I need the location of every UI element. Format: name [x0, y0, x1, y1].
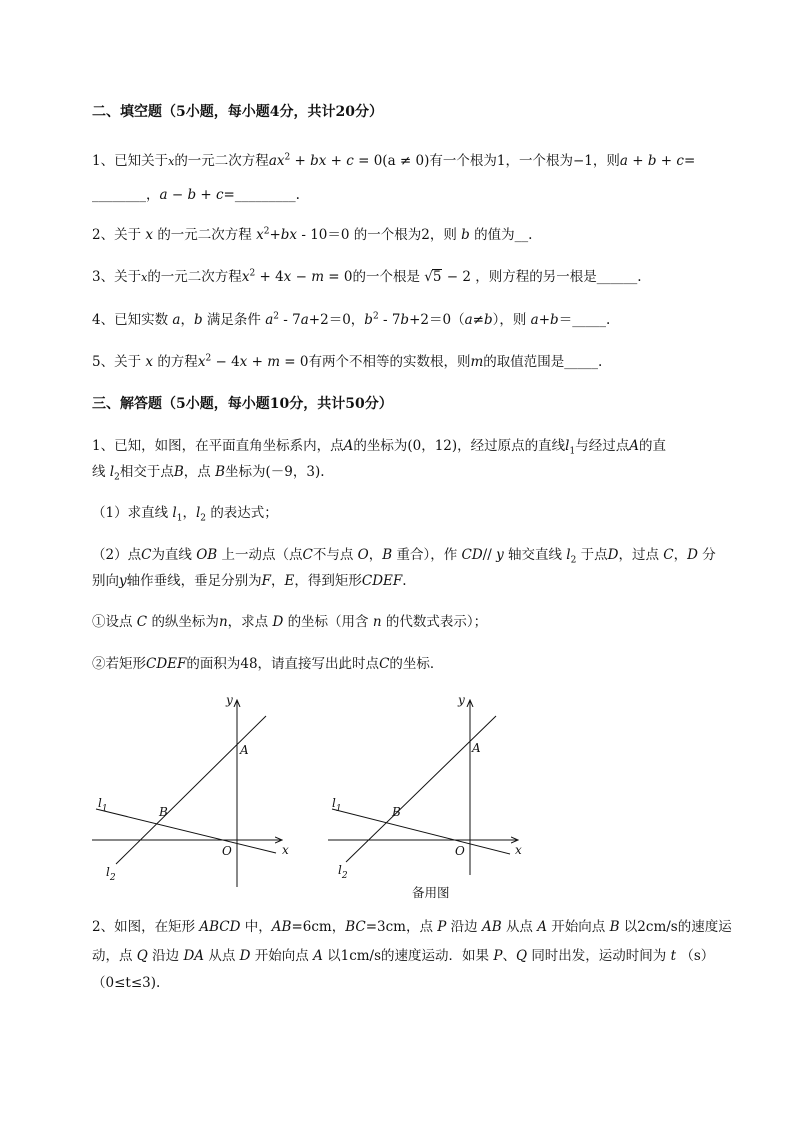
problem-2-line-3: （0≤t≤3). [92, 975, 161, 991]
line-l2-label: $l_2$ [106, 865, 116, 883]
problem-1-line-2: 线 $l_2$相交于点B，点 B坐标为(－9，3). [92, 464, 325, 483]
fill-question-1-line-2: ________，a − b + c=_________. [92, 187, 300, 203]
origin-label: O [222, 844, 232, 858]
problem-1-part-2-line-2: 别向y轴作垂线，垂足分别为F，E，得到矩形CDEF. [92, 573, 407, 589]
line-l2-label: $l_2$ [338, 863, 348, 881]
fill-section-heading: 二、填空题（5小题，每小题4分，共计20分） [92, 104, 383, 120]
answer-blank[interactable]: __ [514, 227, 529, 243]
fill-question-1-line-1: 1、已知关于x的一元二次方程$ax^2$ + bx + c = 0(a ≠ 0)有一个根为1，一个根为−1，则a + b + c= [92, 152, 696, 169]
problem-1-part-2-line-1: （2）点C为直线 OB 上一动点（点C不与点 O，B 重合），作 CD// y 轴交直线 $l_2$ 于点D，过点 C，D 分 [92, 547, 716, 566]
problem-1-line-1: 1、已知，如图，在平面直角坐标系内，点A的坐标为(0，12)，经过原点的直线$l_1$与经过点A的直 [92, 438, 666, 457]
fill-question-3: 3、关于x的一元二次方程$x^2 + 4x - m = 0$的一个根是 √5 − 2 ，则方程的另一根是______. [92, 268, 642, 285]
line-l1-label: $l_1$ [98, 796, 108, 814]
point-a-label: A [240, 743, 249, 757]
answer-blank[interactable]: _________ [234, 187, 296, 203]
answer-section-heading: 三、解答题（5小题，每小题10分，共计50分） [92, 396, 393, 412]
figure-backup-coordinate-plane [322, 690, 527, 905]
answer-blank[interactable]: _____ [572, 312, 606, 328]
point-b-label: B [392, 805, 401, 819]
figure-svg [322, 690, 527, 905]
figure-svg [92, 690, 292, 890]
problem-1-sub-1: ①设点 C 的纵坐标为n，求点 D 的坐标（用含 n 的代数式表示）； [92, 614, 488, 630]
line-l1 [332, 809, 510, 854]
point-a-label: A [472, 741, 481, 755]
figure-caption: 备用图 [412, 885, 450, 900]
line-l2 [116, 716, 266, 864]
answer-blank[interactable]: _____ [564, 354, 599, 370]
problem-1-sub-2: ②若矩形CDEF的面积为48，请直接写出此时点C的坐标． [92, 656, 444, 672]
problem-2-line-2: 动，点 Q 沿边 DA 从点 D 开始向点 A 以1cm/s的速度运动．如果 P、Q 同时出发，运动时间为 t （s） [92, 948, 715, 964]
figure-coordinate-plane [92, 690, 292, 890]
fill-question-4: 4、已知实数 a，b 满足条件 $a^2 - 7a+2=0$，$b^2 - 7b+2=0(a\ne b)$，则 a+b＝_____. [92, 311, 611, 328]
fill-question-5: 5、关于 x 的方程$x^2 - 4x + m = 0$有两个不相等的实数根，则m的取值范围是_____. [92, 353, 603, 370]
answer-blank[interactable]: ______ [596, 269, 638, 285]
origin-label: O [455, 844, 465, 858]
answer-blank[interactable]: ________ [92, 187, 146, 203]
line-l1-label: $l_1$ [332, 796, 342, 814]
problem-2-line-1: 2、如图，在矩形 ABCD 中，AB=6cm，BC=3cm，点 P 沿边 AB 从点 A 开始向点 B 以2cm/s的速度运 [92, 919, 732, 935]
y-axis-label: y [226, 693, 233, 707]
x-axis-label: x [515, 843, 522, 857]
problem-1-part-1: （1）求直线 $l_1$，$l_2$ 的表达式； [92, 505, 278, 524]
x-axis-label: x [282, 843, 289, 857]
line-l1 [96, 809, 276, 853]
y-axis-label: y [458, 693, 465, 707]
point-b-label: B [159, 805, 168, 819]
fill-question-2: 2、关于 x 的一元二次方程 $x^2+bx - 10=0$ 的一个根为2，则 b 的值为__. [92, 226, 533, 243]
